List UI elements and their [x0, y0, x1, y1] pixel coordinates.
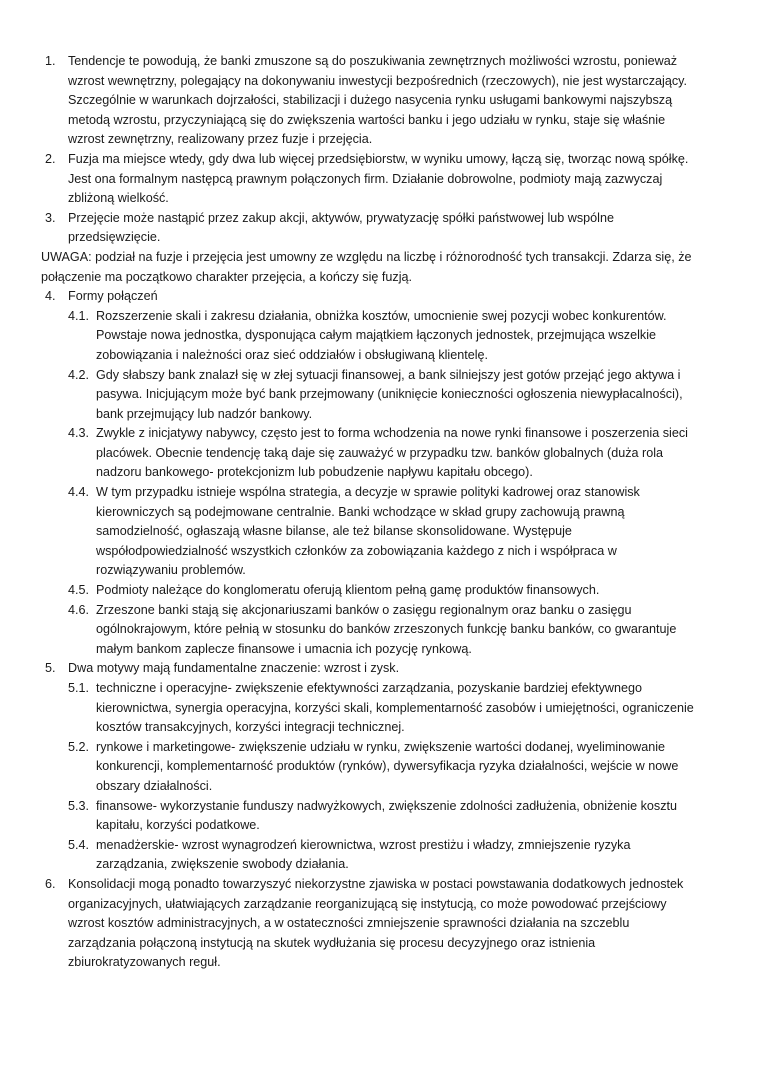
sub-item-text: Gdy słabszy bank znalazł się w złej sytuacji finansowej, a bank silniejszy jest gotów przejąć jego aktywa i pasywa. Inicjującym może być bank przejmowany (uniknięcie konieczności ogłoszenia niewypłacalności), bank przejmujący lub nadzór bankowy.	[96, 367, 683, 421]
item-number: 3.	[45, 210, 56, 225]
sub-item-number: 5.1.	[68, 681, 90, 695]
item-text: Fuzja ma miejsce wtedy, gdy dwa lub więcej przedsiębiorstw, w wyniku umowy, łączą się, tworząc nową spółkę. Jest ona formalnym następcą prawnym połączonych firm. Działanie dobrowolne, podmioty mają zazwyczaj zbliżoną wielkość.	[68, 151, 689, 206]
sub-item-5-4	[41, 836, 696, 875]
sub-item-4-6	[41, 601, 696, 660]
sub-item-number: 4.1.	[68, 308, 90, 323]
note-paragraph: UWAGA: podział na fuzje i przejęcia jest umowny ze względu na liczbę i różnorodność tych transakcji. Zdarza się, że połączenie ma początkowo charakter przejęcia, a kończy się fuzją.	[41, 249, 692, 284]
item-text: Konsolidacji mogą ponadto towarzyszyć niekorzystne zjawiska w postaci powstawania dodatkowych jednostek organizacyjnych, ułatwiających zarządzanie reorganizującą się instytucją, co może powodować przejściowy wzrost kosztów administracyjnych, a w ostateczności zmniejszenie sprawności działania na szczeblu zarządzania połączoną instytucją na skutek wydłużania się procesu decyzyjnego oraz istnienia zbiurokratyzowanych reguł.	[68, 876, 684, 970]
sub-item-5-3	[41, 797, 696, 836]
sub-item-5-2	[41, 738, 696, 797]
sub-item-4-2	[41, 366, 696, 425]
item-text: Dwa motywy mają fundamentalne znaczenie: wzrost i zysk.	[68, 661, 400, 676]
sub-item-4-5	[41, 581, 696, 601]
sub-item-4-1	[41, 307, 696, 366]
sub-item-4-4	[41, 483, 696, 581]
sub-item-5-1	[41, 679, 696, 738]
sub-item-number: 4.2.	[68, 367, 90, 382]
sub-item-4-3	[41, 424, 696, 483]
list-item-3	[41, 209, 696, 248]
sub-item-text: Zwykle z inicjatywy nabywcy, często jest to forma wchodzenia na nowe rynki finansowe i poszerzenia sieci placówek. Obecnie tendencję taką daje się zauważyć w przypadku tzw. banków globalnych (duża rola nadzoru bankowego- protekcjonizm lub pobudzenie napływu kapitału obcego).	[96, 426, 688, 480]
sub-item-text: techniczne i operacyjne- zwiększenie efektywności zarządzania, pozyskanie bardziej efektywnego kierownictwa, synergia operacyjna, korzyści skali, komplementarność zasobów i umiejętności, ograniczenie kosztów transakcyjnych, korzyści integracji technicznej.	[96, 681, 694, 735]
sub-item-text: Zrzeszone banki stają się akcjonariuszami banków o zasięgu regionalnym oraz banku o zasięgu ogólnokrajowym, które pełnią w stosunku do banków zrzeszonych funkcję banku banków, co gwarantuje małym bankom zaplecze finansowe i umacnia ich pozycję rynkową.	[96, 602, 677, 656]
sub-item-number: 5.3.	[68, 798, 90, 813]
list-item-2	[41, 150, 696, 209]
item-text: Formy połączeń	[68, 289, 158, 304]
list-item-6	[41, 875, 696, 973]
item-number: 6.	[45, 876, 56, 891]
sub-item-text: Podmioty należące do konglomeratu oferują klientom pełną gamę produktów finansowych.	[96, 583, 600, 598]
item-number: 2.	[45, 151, 56, 166]
sub-item-number: 5.4.	[68, 837, 90, 852]
sub-item-number: 5.2.	[68, 739, 90, 754]
list-item-1	[41, 52, 696, 150]
sub-item-number: 4.3.	[68, 426, 90, 441]
sub-item-text: menadżerskie- wzrost wynagrodzeń kierownictwa, wzrost prestiżu i władzy, zmniejszenie ryzyka zarządzania, zwiększenie swobody działania.	[96, 837, 631, 872]
item-text: Tendencje te powodują, że banki zmuszone są do poszukiwania zewnętrznych możliwości wzrostu, ponieważ wzrost wewnętrzny, polegający na dokonywaniu inwestycji bezpośrednich (rzeczowych), nie jest wystarczający. Szczególnie w warunkach dojrzałości, stabilizacji i dużego nasycenia rynku usługami bankowymi najszybszą metodą wzrostu, przyczyniającą się do zwiększenia wartości banku i jego udziału w rynku, staje się właśnie wzrost zewnętrzny, realizowany przez fuzje i przejęcia.	[68, 54, 687, 147]
sub-item-number: 4.5.	[68, 583, 90, 598]
item-number: 4.	[45, 289, 56, 304]
item-text: Przejęcie może nastąpić przez zakup akcji, aktywów, prywatyzację spółki państwowej lub wspólne przedsięwzięcie.	[68, 210, 614, 245]
sub-item-text: Rozszerzenie skali i zakresu działania, obniżka kosztów, umocnienie swej pozycji wobec konkurentów. Powstaje nowa jednostka, dysponująca całym majątkiem łączonych jednostek, przejmująca wszelkie zobowiązania i należności oraz sieć oddziałów i obsługiwaną klientelę.	[96, 308, 667, 362]
sub-item-number: 4.6.	[68, 602, 90, 617]
list-item-4	[41, 287, 696, 307]
item-number: 5.	[45, 661, 56, 676]
item-number: 1.	[45, 54, 56, 68]
sub-item-text: finansowe- wykorzystanie funduszy nadwyżkowych, zwiększenie zdolności zadłużenia, obniżenie kosztu kapitału, korzyści podatkowe.	[96, 798, 678, 833]
sub-item-text: W tym przypadku istnieje wspólna strategia, a decyzje w sprawie polityki kadrowej oraz stanowisk kierowniczych są podejmowane centralnie. Banki wchodzące w skład grupy zachowują prawną samodzielność, ogłaszają własne bilanse, ale też bilanse skonsolidowane. Występuje współodpowiedzialność wszystkich członków za zobowiązania każdego z nich i współpraca w rozwiązywaniu problemów.	[96, 485, 640, 578]
sub-item-text: rynkowe i marketingowe- zwiększenie udziału w rynku, zwiększenie wartości dodanej, wyeliminowanie konkurencji, komplementarność produktów (rynków), dywersyfikacja ryzyka działalności, wejście w nowe obszary działalności.	[96, 739, 679, 793]
list-item-5	[41, 659, 696, 679]
sub-item-number: 4.4.	[68, 485, 90, 500]
